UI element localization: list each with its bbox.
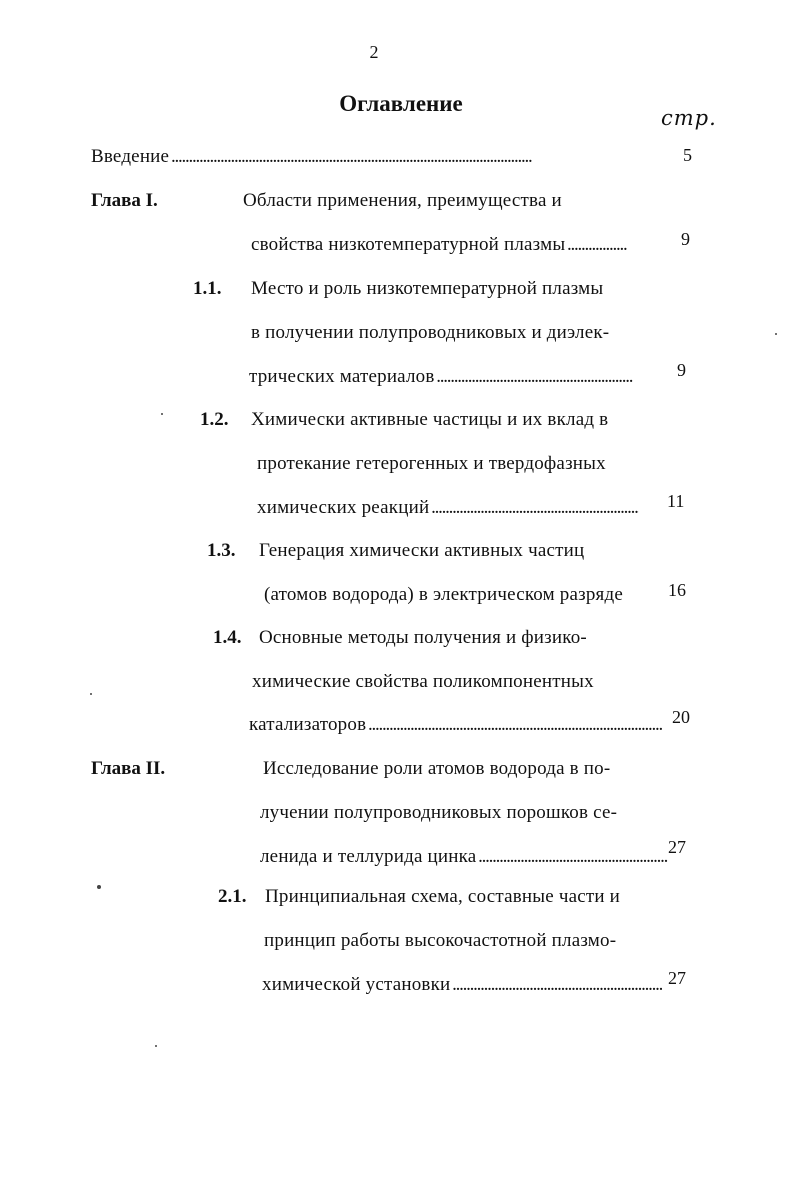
toc-page-number: 9 xyxy=(681,229,690,249)
toc-page-number: 9 xyxy=(677,360,686,380)
toc-entry-line[interactable]: Основные методы получения и физико- xyxy=(259,627,587,648)
page-column-label: стр. xyxy=(661,106,717,130)
chapter-label: Глава I. xyxy=(91,190,158,211)
toc-entry-line[interactable]: Место и роль низкотемпературной плазмы xyxy=(251,278,604,299)
scan-speck xyxy=(161,413,163,415)
chapter-label: Глава II. xyxy=(91,758,166,779)
toc-entry-text: катализаторов xyxy=(249,714,367,735)
toc-entry-line[interactable]: (атомов водорода) в электрическом разряде xyxy=(264,584,623,605)
toc-entry-text: трических материалов xyxy=(249,366,435,387)
toc-entry-line[interactable]: Химически активные частицы и их вклад в xyxy=(251,409,609,430)
toc-entry-line[interactable]: химические свойства поликомпонентных xyxy=(252,671,594,692)
toc-page-number: 27 xyxy=(668,968,686,988)
toc-entry-line[interactable]: Генерация химически активных частиц xyxy=(259,540,585,561)
toc-entry-text: химической установки xyxy=(262,974,451,995)
toc-page-number: 16 xyxy=(668,580,686,600)
toc-entry-line[interactable] xyxy=(260,846,668,868)
toc-entry-line[interactable]: принцип работы высокочастотной плазмо- xyxy=(264,930,617,951)
toc-entry-line[interactable]: Исследование роли атомов водорода в по- xyxy=(263,758,611,779)
section-label: 1.2. xyxy=(200,409,229,430)
toc-entry-text: ленида и теллурида цинка xyxy=(260,846,477,867)
toc-entry-line[interactable] xyxy=(251,234,627,256)
section-label: 2.1. xyxy=(218,886,247,907)
toc-entry-line[interactable]: в получении полупроводниковых и диэлек- xyxy=(251,322,610,343)
section-label: 1.4. xyxy=(213,627,242,648)
toc-entry-line[interactable] xyxy=(249,714,662,736)
scan-speck xyxy=(97,885,101,889)
section-label: 1.3. xyxy=(207,540,236,561)
toc-entry-line[interactable]: лучении полупроводниковых порошков се- xyxy=(260,802,618,823)
toc-page-number: 20 xyxy=(672,707,690,727)
toc-page-number: 11 xyxy=(667,491,685,511)
toc-page-number: 5 xyxy=(683,145,692,165)
toc-page-number: 27 xyxy=(668,837,686,857)
toc-entry-line[interactable] xyxy=(249,366,633,388)
scan-speck xyxy=(775,333,777,335)
toc-entry-text: химических реакций xyxy=(257,497,430,518)
toc-entry-text: Введение xyxy=(91,146,170,167)
toc-entry-line[interactable]: Принципиальная схема, составные части и xyxy=(265,886,621,907)
scan-speck xyxy=(155,1045,157,1047)
toc-entry-intro[interactable] xyxy=(91,146,623,168)
page-title: Оглавление xyxy=(339,91,463,116)
page-number: 2 xyxy=(369,42,379,62)
toc-entry-line[interactable] xyxy=(262,974,662,996)
toc-entry-text: свойства низкотемпературной плазмы xyxy=(251,234,566,255)
scan-speck xyxy=(90,693,92,695)
section-label: 1.1. xyxy=(193,278,222,299)
toc-entry-line[interactable]: Области применения, преимущества и xyxy=(243,190,562,211)
toc-entry-line[interactable] xyxy=(257,497,639,519)
toc-entry-line[interactable]: протекание гетерогенных и твердофазных xyxy=(257,453,606,474)
